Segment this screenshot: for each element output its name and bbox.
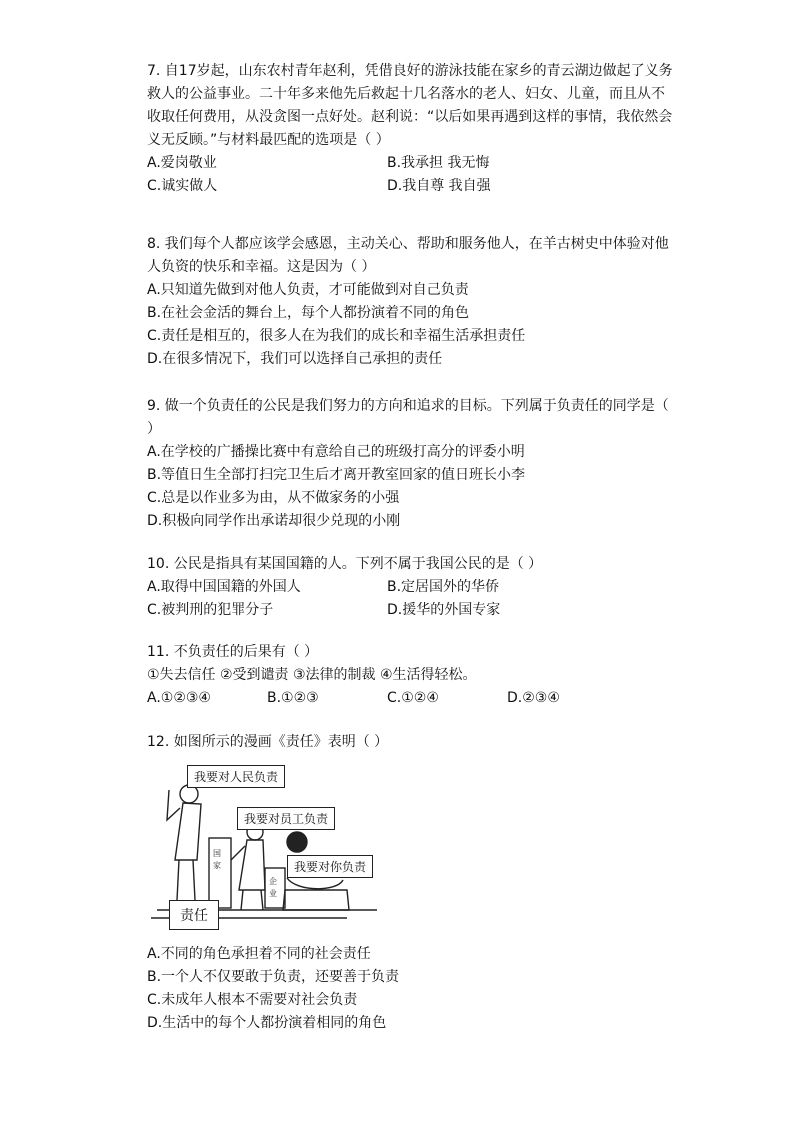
option-b[interactable]: B.在社会金活的舞台上，每个人都扮演着不同的角色 xyxy=(147,305,470,321)
option-c[interactable]: C.①②④ xyxy=(387,690,439,706)
option-b[interactable]: B.定居国外的华侨 xyxy=(387,579,500,595)
option-a[interactable]: A.爱岗敬业 xyxy=(147,155,217,171)
option-a[interactable]: A.在学校的广播操比赛中有意给自己的班级打高分的评委小明 xyxy=(147,444,525,460)
speech-bubble-people: 我要对人民负责 xyxy=(187,765,285,788)
question-substem: ①失去信任 ②受到谴责 ③法律的制裁 ④生活得轻松。 xyxy=(147,667,477,683)
option-c[interactable]: C.被判刑的犯罪分子 xyxy=(147,602,274,618)
question-stem: 11. 不负责任的后果有（ ） xyxy=(147,644,319,660)
option-d[interactable]: D.在很多情况下，我们可以选择自己承担的责任 xyxy=(147,351,443,367)
option-c[interactable]: C.诚实做人 xyxy=(147,178,218,194)
option-a[interactable]: A.①②③④ xyxy=(147,690,211,706)
option-b[interactable]: B.等值日生全部打扫完卫生后才离开教室回家的值日班长小李 xyxy=(147,467,526,483)
responsibility-cartoon xyxy=(147,760,407,935)
option-c[interactable]: C.责任是相互的，很多人在为我们的成长和幸福生活承担责任 xyxy=(147,328,526,344)
option-d[interactable]: D.生活中的每个人都扮演着相同的角色 xyxy=(147,1015,387,1031)
question-stem: 7. 自17岁起，山东农村青年赵利，凭借良好的游泳技能在家乡的青云湖边做起了义务救人的公益事业。二十年多来他先后救起十几名落水的老人、妇女、儿童，而且从不收取任何费用，从没贪图一点好处。赵利说：“以后如果再遇到这样的事情，我依然会义无反顾。”与材料最匹配的选项是（ ） xyxy=(147,63,673,148)
question-stem: 10. 公民是指具有某国国籍的人。下列不属于我国公民的是（ ） xyxy=(147,556,543,572)
option-d[interactable]: D.积极向同学作出承诺却很少兑现的小刚 xyxy=(147,513,401,529)
options xyxy=(147,441,677,533)
question-stem: 12. 如图所示的漫画《责任》表明（ ） xyxy=(147,734,389,750)
question-stem: 8. 我们每个人都应该学会感恩，主动关心、帮助和服务他人，在羊古树史中体验对他人负资的快乐和幸福。这是因为（ ） xyxy=(147,236,669,275)
option-c[interactable]: C.未成年人根本不需要对社会负责 xyxy=(147,992,358,1008)
question-12-options xyxy=(147,943,677,1035)
option-d[interactable]: D.②③④ xyxy=(507,690,560,706)
question-stem: 9. 做一个负责任的公民是我们努力的方向和追求的目标。下列属于负责任的同学是（ ） xyxy=(147,398,669,437)
svg-text:家: 家 xyxy=(213,861,221,870)
options xyxy=(147,279,677,371)
option-d[interactable]: D.援华的外国专家 xyxy=(387,602,501,618)
question-9 xyxy=(147,395,677,533)
question-8 xyxy=(147,233,677,371)
option-b[interactable]: B.一个人不仅要敢于负责，还要善于负责 xyxy=(147,969,400,985)
option-d[interactable]: D.我自尊 我自强 xyxy=(387,178,491,194)
question-7 xyxy=(147,60,677,198)
options xyxy=(147,152,677,198)
question-11 xyxy=(147,641,677,710)
cartoon-caption: 责任 xyxy=(169,900,219,930)
svg-text:国: 国 xyxy=(213,849,221,858)
speech-bubble-you: 我要对你负责 xyxy=(287,855,373,878)
option-a[interactable]: A.取得中国国籍的外国人 xyxy=(147,579,301,595)
svg-text:企: 企 xyxy=(269,877,277,886)
option-a[interactable]: A.只知道先做到对他人负责，才可能做到对自己负责 xyxy=(147,282,469,298)
option-c[interactable]: C.总是以作业多为由，从不做家务的小强 xyxy=(147,490,400,506)
speech-bubble-employees: 我要对员工负责 xyxy=(237,807,335,830)
question-12 xyxy=(147,731,677,754)
option-a[interactable]: A.不同的角色承担着不同的社会责任 xyxy=(147,946,371,962)
option-b[interactable]: B.①②③ xyxy=(267,690,319,706)
options xyxy=(147,687,677,710)
option-b[interactable]: B.我承担 我无悔 xyxy=(387,155,490,171)
options xyxy=(147,576,677,622)
question-10 xyxy=(147,553,677,622)
svg-text:业: 业 xyxy=(269,889,277,898)
